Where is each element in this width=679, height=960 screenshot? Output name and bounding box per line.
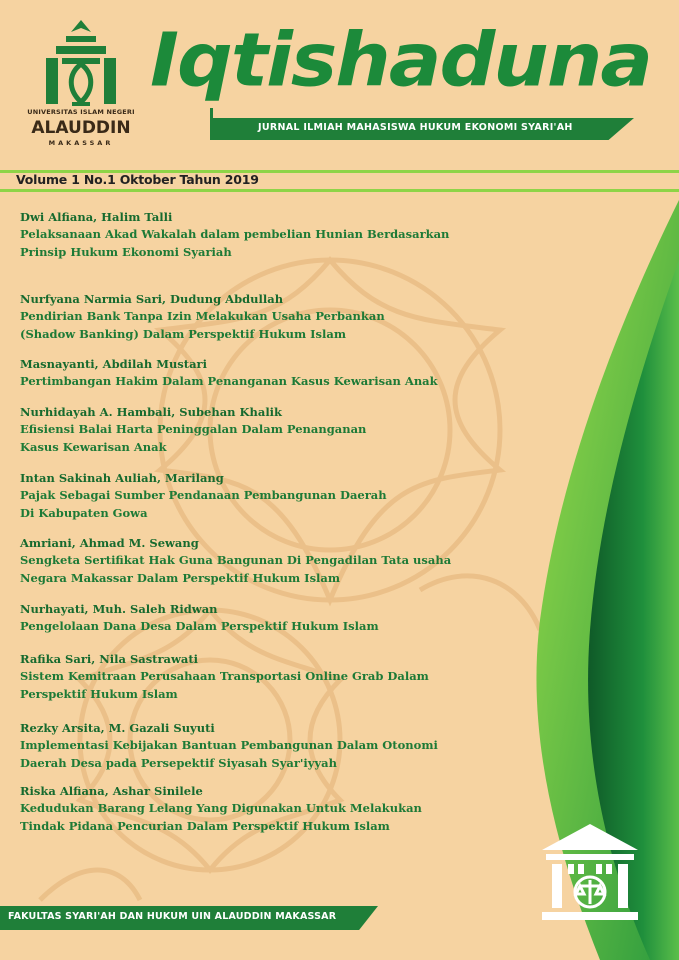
list-item bbox=[20, 291, 540, 343]
volume-info: Volume 1 No.1 Oktober Tahun 2019 bbox=[16, 172, 259, 187]
university-logo bbox=[22, 18, 140, 158]
list-item bbox=[20, 209, 540, 261]
article-title: Pendirian Bank Tanpa Izin Melakukan Usaha Perbankan bbox=[20, 309, 385, 323]
article-title: (Shadow Banking) Dalam Perspektif Hukum Islam bbox=[20, 327, 347, 341]
list-item bbox=[20, 356, 540, 390]
article-title: Negara Makassar Dalam Perspektif Hukum Islam bbox=[20, 571, 341, 585]
article-authors: Nurfyana Narmia Sari, Dudung Abdullah bbox=[20, 292, 284, 306]
article-authors: Masnayanti, Abdilah Mustari bbox=[20, 357, 207, 371]
article-authors: Riska Alfiana, Ashar Sinilele bbox=[20, 784, 203, 798]
article-title: Perspektif Hukum Islam bbox=[20, 687, 178, 701]
list-item bbox=[20, 651, 540, 703]
divider-bottom bbox=[0, 189, 679, 192]
article-title: Di Kabupaten Gowa bbox=[20, 506, 148, 520]
list-item bbox=[20, 535, 540, 587]
university-name-small: UNIVERSITAS ISLAM NEGERI bbox=[27, 108, 135, 116]
article-authors: Rezky Arsita, M. Gazali Suyuti bbox=[20, 721, 215, 735]
article-authors: Nurhayati, Muh. Saleh Ridwan bbox=[20, 602, 218, 616]
list-item bbox=[20, 783, 540, 835]
article-title: Sistem Kemitraan Perusahaan Transportasi Online Grab Dalam bbox=[20, 669, 429, 683]
list-item bbox=[20, 470, 540, 522]
article-title: Kedudukan Barang Lelang Yang Digunakan Untuk Melakukan bbox=[20, 801, 422, 815]
faculty-name: FAKULTAS SYARI'AH DAN HUKUM UIN ALAUDDIN MAKASSAR bbox=[8, 911, 337, 922]
article-title: Prinsip Hukum Ekonomi Syariah bbox=[20, 245, 232, 259]
article-authors: Amriani, Ahmad M. Sewang bbox=[20, 536, 199, 550]
article-title: Pelaksanaan Akad Wakalah dalam pembelian Hunian Berdasarkan bbox=[20, 227, 450, 241]
article-title: Implementasi Kebijakan Bantuan Pembangunan Dalam Otonomi bbox=[20, 738, 438, 752]
list-item bbox=[20, 601, 540, 635]
article-title: Tindak Pidana Pencurian Dalam Perspektif Hukum Islam bbox=[20, 819, 390, 833]
article-title: Daerah Desa pada Persepektif Siyasah Syar'iyyah bbox=[20, 756, 337, 770]
article-title: Sengketa Sertifikat Hak Guna Bangunan Di Pengadilan Tata usaha bbox=[20, 553, 452, 567]
university-logo-icon bbox=[42, 18, 120, 110]
university-name: ALAUDDIN bbox=[31, 118, 131, 138]
article-title: Pajak Sebagai Sumber Pendanaan Pembangunan Daerah bbox=[20, 488, 387, 502]
university-city: MAKASSAR bbox=[48, 139, 114, 147]
journal-subtitle: JURNAL ILMIAH MAHASISWA HUKUM EKONOMI SYARI'AH bbox=[258, 122, 573, 133]
article-title: Kasus Kewarisan Anak bbox=[20, 440, 167, 454]
courthouse-scales-icon bbox=[538, 822, 642, 926]
article-title: Pengelolaan Dana Desa Dalam Perspektif Hukum Islam bbox=[20, 619, 379, 633]
article-authors: Nurhidayah A. Hambali, Subehan Khalik bbox=[20, 405, 283, 419]
journal-title: Iqtishaduna bbox=[150, 18, 651, 104]
article-authors: Dwi Alfiana, Halim Talli bbox=[20, 210, 173, 224]
article-authors: Rafika Sari, Nila Sastrawati bbox=[20, 652, 199, 666]
list-item bbox=[20, 404, 540, 456]
article-title: Pertimbangan Hakim Dalam Penanganan Kasus Kewarisan Anak bbox=[20, 374, 438, 388]
article-title: Efisiensi Balai Harta Peninggalan Dalam Penanganan bbox=[20, 422, 367, 436]
list-item bbox=[20, 720, 540, 772]
article-authors: Intan Sakinah Auliah, Marilang bbox=[20, 471, 224, 485]
